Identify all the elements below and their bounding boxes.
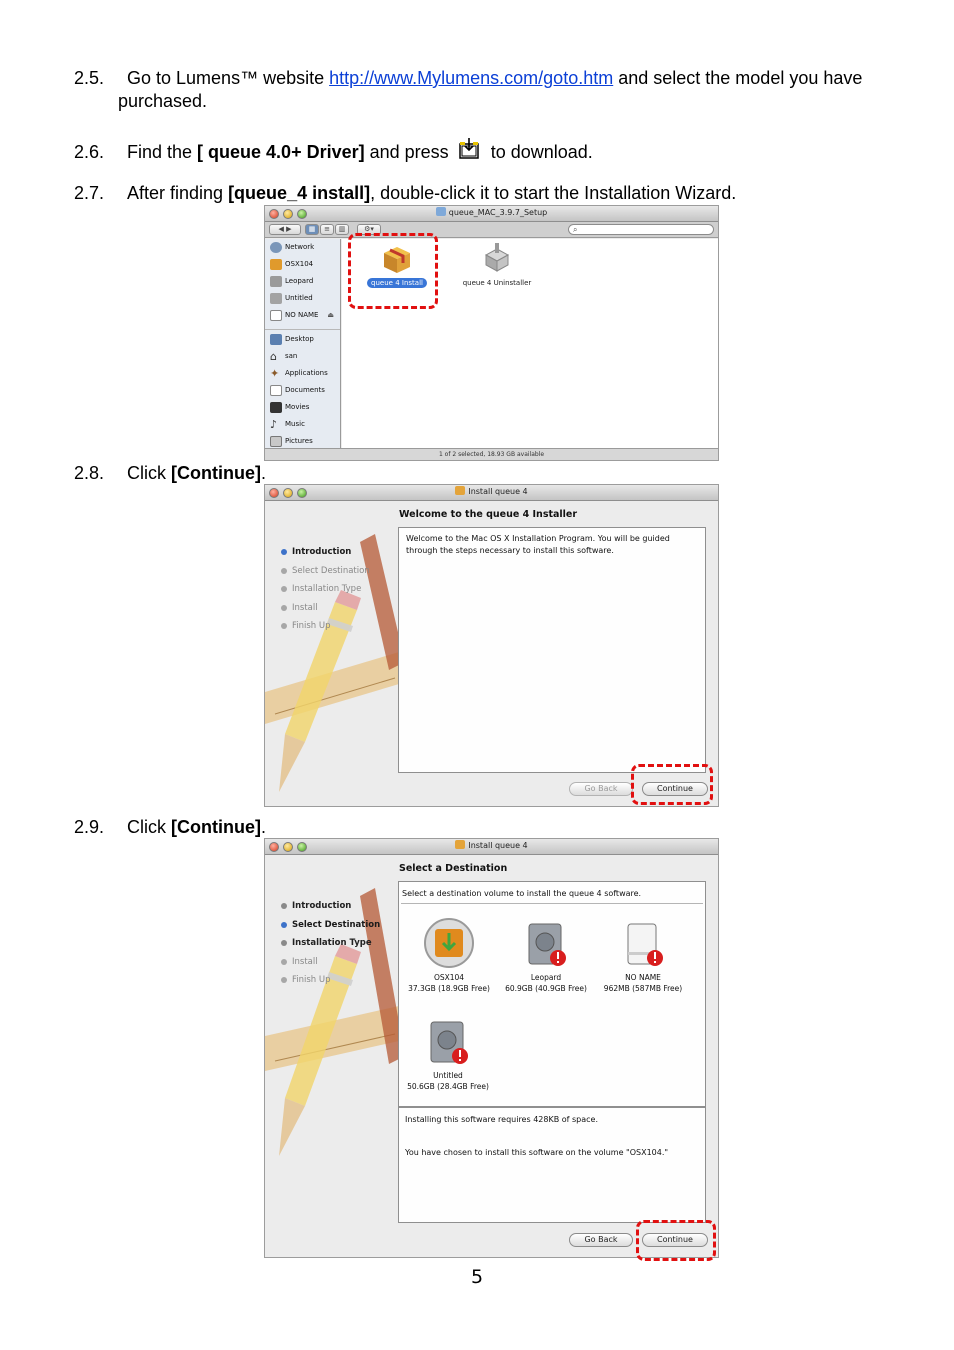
hard-drive-warning-icon xyxy=(525,922,567,968)
volume-no-name[interactable] xyxy=(597,922,689,994)
installer-titlebar xyxy=(265,485,718,501)
volume-name: Untitled xyxy=(433,1071,463,1080)
installer-steps xyxy=(281,897,380,990)
installer-window-introduction xyxy=(264,484,719,807)
finder-sidebar xyxy=(265,239,341,448)
step-introduction: Introduction xyxy=(281,897,380,916)
sidebar-item-documents[interactable] xyxy=(265,382,340,399)
back-forward-buttons[interactable]: ◀ ▶ xyxy=(269,224,301,235)
file-label: queue 4 Uninstaller xyxy=(462,279,532,287)
sidebar-item-desktop[interactable] xyxy=(265,331,340,348)
driver-name: [ queue 4.0+ Driver] xyxy=(197,142,365,162)
download-icon xyxy=(458,138,482,162)
column-view-button[interactable]: ▥ xyxy=(335,224,349,235)
highlight-box xyxy=(631,764,713,805)
list-view-button[interactable]: ≡ xyxy=(320,224,334,235)
step-2-5-continuation: purchased. xyxy=(118,91,208,111)
step-number: 2.6. xyxy=(74,142,105,162)
installer-name: [queue_4 install] xyxy=(228,183,371,203)
sidebar-label: Pictures xyxy=(285,437,313,445)
step-install: Install xyxy=(281,953,380,972)
finder-toolbar xyxy=(265,222,718,238)
volume-name: Leopard xyxy=(530,973,562,982)
step-text: . xyxy=(260,817,266,837)
step-2-6 xyxy=(74,138,593,164)
step-installation-type: Installation Type xyxy=(281,934,380,953)
step-finish-up: Finish Up xyxy=(281,617,370,636)
sidebar-item-home[interactable] xyxy=(265,348,340,365)
step-2-5 xyxy=(74,67,862,90)
search-icon: ⌕ xyxy=(573,225,578,234)
sidebar-item-network[interactable] xyxy=(265,239,340,256)
sidebar-label: Leopard xyxy=(285,277,314,285)
uninstaller-icon xyxy=(481,243,513,275)
window-title: Install queue 4 xyxy=(468,487,528,496)
drive-icon xyxy=(270,293,282,304)
sidebar-label: san xyxy=(285,352,298,360)
sidebar-item-untitled[interactable] xyxy=(265,290,340,307)
installer-content-pane xyxy=(398,527,706,773)
package-icon xyxy=(455,840,465,849)
destination-info-pane xyxy=(398,1107,706,1223)
step-2-8 xyxy=(74,462,266,485)
step-select-destination: Select Destination xyxy=(281,562,370,581)
step-text: to download. xyxy=(485,142,593,162)
step-2-9 xyxy=(74,816,266,839)
volume-untitled[interactable] xyxy=(401,1020,495,1092)
usb-drive-warning-icon xyxy=(622,922,664,968)
continue-button[interactable]: Continue xyxy=(642,1233,708,1247)
sidebar-item-music[interactable] xyxy=(265,416,340,433)
step-introduction: Introduction xyxy=(281,543,370,562)
finder-status-bar: 1 of 2 selected, 18.93 GB available xyxy=(265,448,718,460)
highlight-box xyxy=(636,1220,716,1261)
home-icon: ⌂ xyxy=(270,350,277,363)
step-number: 2.7. xyxy=(74,183,105,203)
step-text: , double-click it to start the Installation Wizard. xyxy=(370,183,737,203)
hard-drive-warning-icon xyxy=(427,1020,469,1066)
volume-name: OSX104 xyxy=(433,973,465,982)
sidebar-label: Movies xyxy=(285,403,310,411)
step-2-7 xyxy=(74,182,736,205)
step-text: Find the xyxy=(127,142,198,162)
window-title: queue_MAC_3.9.7_Setup xyxy=(448,208,548,217)
destination-pane xyxy=(398,881,706,1107)
step-finish-up: Finish Up xyxy=(281,971,380,990)
highlight-box xyxy=(348,233,438,309)
step-select-destination: Select Destination xyxy=(281,916,380,935)
volume-size: 37.3GB (18.9GB Free) xyxy=(408,984,490,993)
package-icon xyxy=(455,486,465,495)
go-back-button[interactable]: Go Back xyxy=(569,1233,633,1247)
sidebar-label: Documents xyxy=(285,386,325,394)
step-text: Click xyxy=(127,817,171,837)
space-required-text: Installing this software requires 428KB of space. xyxy=(405,1115,598,1124)
continue-button[interactable]: Continue xyxy=(642,782,708,796)
step-text: Go to Lumens™ website xyxy=(127,68,330,88)
step-number: 2.5. xyxy=(74,68,105,88)
step-text: and press xyxy=(364,142,454,162)
osx-drive-icon xyxy=(424,918,474,968)
step-install: Install xyxy=(281,599,370,618)
sidebar-item-movies[interactable] xyxy=(265,399,340,416)
volume-leopard[interactable] xyxy=(499,922,593,994)
step-text: and select the model you have xyxy=(613,68,863,88)
lumens-website-link[interactable]: http://www.Mylumens.com/goto.htm xyxy=(329,68,614,88)
step-text: . xyxy=(260,463,266,483)
drive-icon xyxy=(270,259,282,270)
step-text: Click xyxy=(127,463,171,483)
volume-osx104[interactable] xyxy=(403,918,495,994)
file-queue-4-uninstaller[interactable] xyxy=(460,243,534,287)
step-installation-type: Installation Type xyxy=(281,580,370,599)
continue-reference: [Continue] xyxy=(171,817,261,837)
volume-name: NO NAME xyxy=(625,973,661,982)
sidebar-label: OSX104 xyxy=(285,260,314,268)
sidebar-label: Music xyxy=(285,420,305,428)
sidebar-item-no-name[interactable] xyxy=(265,307,340,324)
sidebar-label: Network xyxy=(285,243,315,251)
pictures-icon xyxy=(270,436,282,447)
welcome-text: Welcome to the Mac OS X Installation Program. You will be guided through the steps necessary to install this software. xyxy=(406,534,670,555)
sidebar-divider xyxy=(265,324,340,330)
finder-window xyxy=(264,205,719,461)
sidebar-item-leopard[interactable] xyxy=(265,273,340,290)
volume-size: 60.9GB (40.9GB Free) xyxy=(505,984,587,993)
desktop-icon xyxy=(270,334,282,345)
step-text: After finding xyxy=(127,183,229,203)
network-icon xyxy=(270,242,282,253)
chosen-volume-text: You have chosen to install this software on the volume "OSX104." xyxy=(405,1148,669,1157)
page-number: 5 xyxy=(470,1266,484,1288)
window-title: Install queue 4 xyxy=(468,841,528,850)
destination-prompt: Select a destination volume to install the queue 4 software. xyxy=(401,888,703,904)
installer-steps xyxy=(281,543,370,636)
sidebar-label: Applications xyxy=(285,369,328,377)
continue-reference: [Continue] xyxy=(171,463,261,483)
documents-icon xyxy=(270,385,282,396)
movies-icon xyxy=(270,402,282,413)
sidebar-label: Untitled xyxy=(285,294,313,302)
volume-size: 50.6GB (28.4GB Free) xyxy=(407,1082,489,1091)
search-field[interactable] xyxy=(568,224,714,235)
installer-heading: Welcome to the queue 4 Installer xyxy=(399,509,578,520)
file-label: queue 4 Install xyxy=(367,278,427,288)
drive-icon xyxy=(270,276,282,287)
go-back-button[interactable]: Go Back xyxy=(569,782,633,796)
music-icon: ♪ xyxy=(270,418,278,431)
usb-drive-icon xyxy=(270,310,282,321)
step-number: 2.8. xyxy=(74,463,105,483)
sidebar-label: NO NAME xyxy=(285,311,319,319)
finder-titlebar xyxy=(265,206,718,222)
installer-window-destination xyxy=(264,838,719,1258)
volume-size: 962MB (587MB Free) xyxy=(603,984,683,993)
sidebar-label: Desktop xyxy=(285,335,314,343)
step-number: 2.9. xyxy=(74,817,105,837)
sidebar-item-applications[interactable] xyxy=(265,365,340,382)
sidebar-item-osx104[interactable] xyxy=(265,256,340,273)
folder-icon xyxy=(436,207,446,216)
installer-titlebar xyxy=(265,839,718,855)
applications-icon: ✦ xyxy=(270,367,280,380)
action-gear-button[interactable]: ⚙▾ xyxy=(357,224,381,235)
installer-heading: Select a Destination xyxy=(399,863,508,874)
icon-view-button[interactable]: ▦ xyxy=(305,224,319,235)
eject-icon[interactable]: ⏏ xyxy=(327,311,334,319)
